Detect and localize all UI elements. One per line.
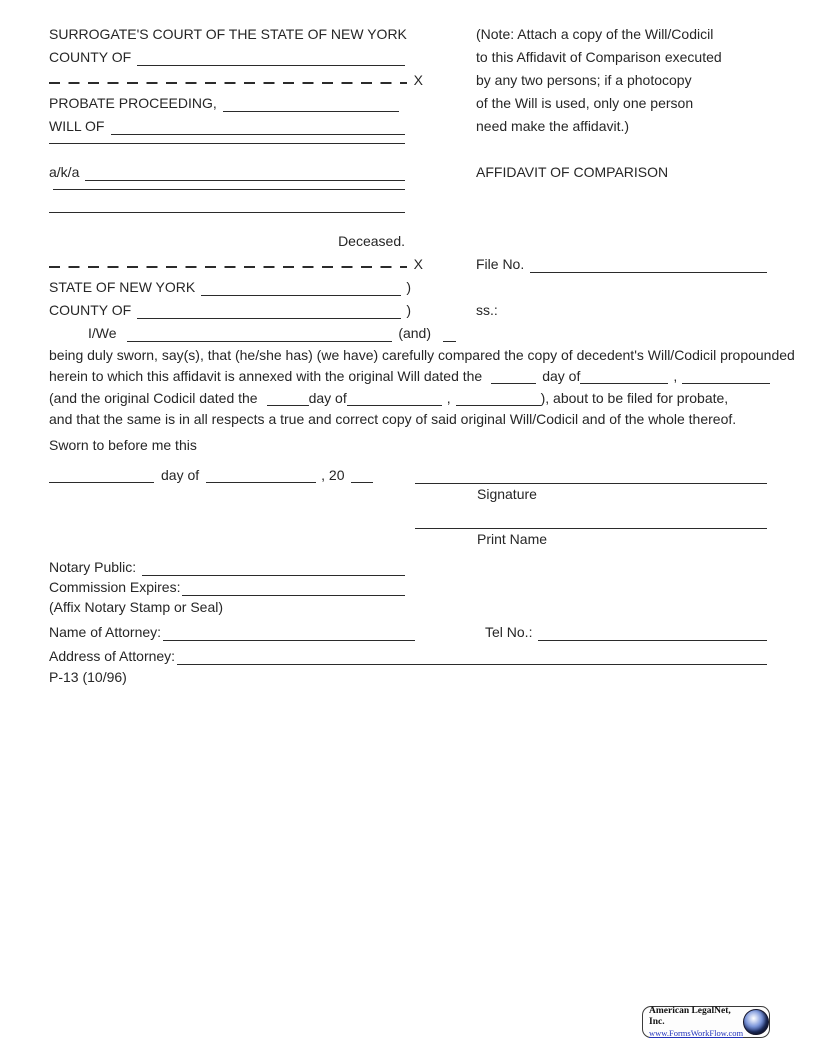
- aka-label: a/k/a: [49, 164, 80, 180]
- aka-line: [49, 164, 405, 181]
- body-line-2-text: herein to which this affidavit is annexed with the original Will dated the: [49, 368, 483, 384]
- attorney-address-line: [49, 648, 767, 665]
- body-line-4: and that the same is in all respects a true and correct copy of said original Will/Codicil and of the whole thereof.: [49, 411, 737, 427]
- formsworkflow-link[interactable]: www.FormsWorkFlow.com: [649, 1027, 744, 1038]
- comma: ,: [446, 390, 451, 406]
- deponent-line: [88, 325, 456, 342]
- will-year-blank: [682, 381, 770, 384]
- file-no-line: [476, 256, 767, 273]
- jurat-day-blank: [49, 480, 154, 483]
- ss-label: ss.:: [476, 302, 498, 318]
- file-no-label: File No.: [476, 256, 525, 272]
- globe-icon: [743, 1009, 769, 1035]
- notary-public-line: [49, 559, 405, 576]
- venue-paren-1: ): [406, 279, 411, 295]
- will-day-blank: [491, 381, 536, 384]
- deceased-line: [49, 233, 405, 250]
- attorney-name-blank: [163, 638, 415, 641]
- notary-public-label: Notary Public:: [49, 559, 137, 575]
- deponent-name-blank: [127, 339, 393, 342]
- notary-public-blank: [142, 573, 405, 576]
- signature-line: [415, 483, 767, 484]
- name-continuation-blank-1: [49, 141, 405, 144]
- body-line-3-suffix: ), about to be filed for probate,: [540, 390, 729, 406]
- divider-x-label: X: [413, 256, 423, 272]
- venue-county-label: COUNTY OF: [49, 302, 132, 318]
- and-label: (and): [398, 325, 431, 341]
- venue-paren-2: ): [406, 302, 411, 318]
- tel-no-line: [485, 624, 767, 641]
- venue-state-label: STATE OF NEW YORK: [49, 279, 196, 295]
- body-line-1: being duly sworn, say(s), that (he/she has) (we have) carefully compared the copy of decedent's Will/Codicil propounded: [49, 347, 795, 363]
- court-title: SURROGATE'S COURT OF THE STATE OF NEW YORK: [49, 26, 407, 42]
- jurat-day-of-label: day of: [161, 467, 200, 483]
- will-of-line: [49, 118, 405, 135]
- commission-expires-label: Commission Expires:: [49, 579, 181, 595]
- note-line-2: to this Affidavit of Comparison executed: [476, 49, 722, 65]
- probate-proceeding-label: PROBATE PROCEEDING,: [49, 95, 217, 111]
- venue-county-line: [49, 302, 411, 319]
- county-caption-blank: [137, 63, 405, 66]
- will-month-blank: [580, 381, 668, 384]
- deponent-name-blank-2: [443, 339, 456, 342]
- commission-expires-blank: [182, 593, 405, 596]
- codicil-month-blank: [347, 403, 442, 406]
- name-continuation-line-1: [49, 141, 405, 144]
- body-line-3: [49, 390, 728, 407]
- name-continuation-blank-2: [53, 187, 405, 190]
- body-line-2: [49, 368, 770, 385]
- tel-no-label: Tel No.:: [485, 624, 533, 640]
- print-name-label: Print Name: [477, 531, 548, 547]
- name-continuation-blank-3: [49, 210, 405, 213]
- attorney-address-label: Address of Attorney:: [49, 648, 176, 664]
- note-line-3: by any two persons; if a photocopy: [476, 72, 692, 88]
- will-of-blank: [111, 132, 406, 135]
- divider-x-label: X: [413, 72, 423, 88]
- jurat-comma-20: , 20: [321, 467, 345, 483]
- probate-proceeding-blank: [223, 109, 399, 112]
- file-no-blank: [530, 270, 767, 273]
- probate-proceeding-line: [49, 95, 399, 112]
- commission-expires-line: [49, 579, 405, 596]
- will-of-label: WILL OF: [49, 118, 105, 134]
- jurat-year-blank: [351, 480, 373, 483]
- attorney-name-line: [49, 624, 415, 641]
- caption-divider-bottom: [49, 256, 423, 273]
- attorney-address-blank: [177, 662, 767, 665]
- body-line-3-text: (and the original Codicil dated the: [49, 390, 258, 406]
- legalnet-company-name: American LegalNet, Inc.: [649, 1005, 731, 1027]
- codicil-year-blank: [456, 403, 541, 406]
- venue-county-blank: [137, 316, 401, 319]
- caption-divider-top: [49, 72, 423, 89]
- legalnet-badge-text: [649, 1006, 743, 1039]
- print-name-line: [415, 528, 767, 529]
- iwe-label: I/We: [88, 325, 117, 341]
- affix-stamp-note: (Affix Notary Stamp or Seal): [49, 599, 224, 615]
- venue-state-blank: [201, 293, 401, 296]
- name-continuation-line-3: [49, 210, 405, 213]
- county-caption-line: [49, 49, 405, 66]
- day-of-label: day of: [308, 390, 347, 406]
- note-line-1: (Note: Attach a copy of the Will/Codicil: [476, 26, 714, 42]
- sworn-label: Sworn to before me this: [49, 437, 197, 453]
- jurat-date-line: [49, 467, 373, 484]
- day-of-label: day of: [542, 368, 581, 384]
- dashed-divider: [49, 82, 407, 84]
- codicil-day-blank: [267, 403, 309, 406]
- note-line-5: need make the affidavit.): [476, 118, 630, 134]
- form-number: P-13 (10/96): [49, 669, 127, 685]
- tel-no-blank: [538, 638, 767, 641]
- dashed-divider: [49, 266, 407, 268]
- jurat-month-blank: [206, 480, 316, 483]
- comma: ,: [673, 368, 678, 384]
- deceased-label: Deceased.: [338, 233, 405, 249]
- name-continuation-line-2: [53, 187, 405, 190]
- affidavit-title: AFFIDAVIT OF COMPARISON: [476, 164, 669, 180]
- venue-state-line: [49, 279, 411, 296]
- signature-label: Signature: [477, 486, 537, 502]
- note-line-4: of the Will is used, only one person: [476, 95, 694, 111]
- county-caption-label: COUNTY OF: [49, 49, 132, 65]
- attorney-name-label: Name of Attorney:: [49, 624, 162, 640]
- aka-blank: [85, 178, 405, 181]
- legalnet-badge: [642, 1006, 770, 1038]
